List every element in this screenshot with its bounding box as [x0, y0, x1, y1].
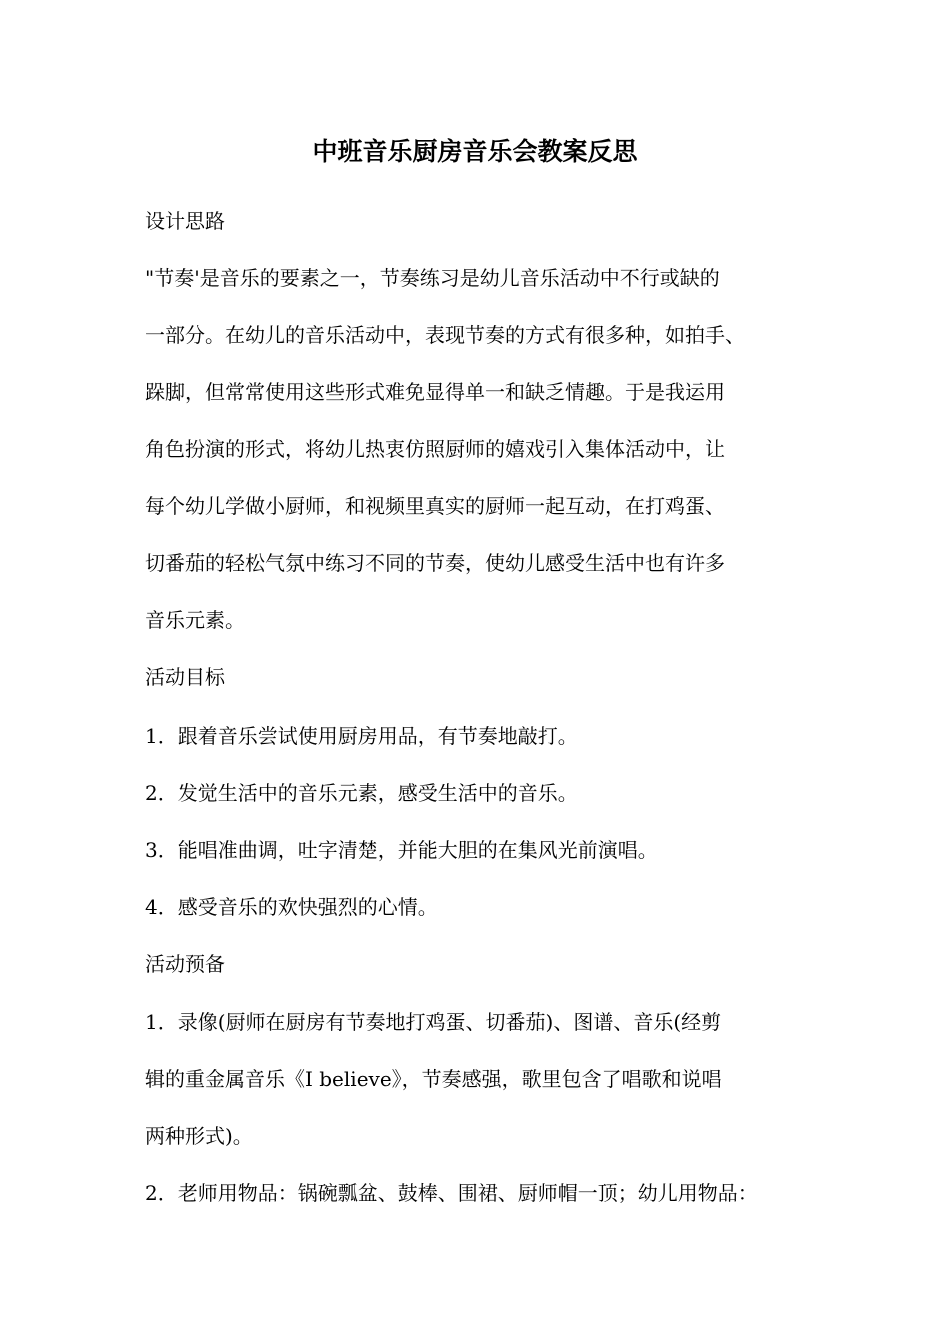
document-title: 中班音乐厨房音乐会教案反思 [312, 137, 638, 166]
paragraph-line: 音乐元素。 [145, 608, 245, 632]
paragraph-line: 辑的重金属音乐《I believe》，节奏感强，歌里包含了唱歌和说唱 [145, 1067, 722, 1091]
paragraph-line: 切番茄的轻松气氛中练习不同的节奏，使幼儿感受生活中也有许多 [145, 551, 725, 575]
paragraph-line: 跺脚，但常常使用这些形式难免显得单一和缺乏情趣。于是我运用 [145, 380, 725, 404]
section-heading-preparation: 活动预备 [145, 952, 225, 976]
list-item-prep-1: 1．录像(厨师在厨房有节奏地打鸡蛋、切番茄)、图谱、音乐(经剪 [145, 1010, 722, 1034]
section-heading-goals: 活动目标 [145, 665, 225, 689]
paragraph-line: 角色扮演的形式，将幼儿热衷仿照厨师的嬉戏引入集体活动中，让 [145, 437, 725, 461]
list-item-goal-2: 2．发觉生活中的音乐元素，感受生活中的音乐。 [145, 781, 578, 805]
list-item-goal-1: 1．跟着音乐尝试使用厨房用品，有节奏地敲打。 [145, 724, 578, 748]
paragraph-line: "节奏'是音乐的要素之一，节奏练习是幼儿音乐活动中不行或缺的 [145, 266, 720, 290]
list-item-prep-2: 2．老师用物品：锅碗瓢盆、鼓棒、围裙、厨师帽一顶；幼儿用物品： [145, 1181, 758, 1205]
paragraph-line: 两种形式)。 [145, 1124, 253, 1148]
list-item-goal-3: 3．能唱准曲调，吐字清楚，并能大胆的在集风光前演唱。 [145, 838, 658, 862]
list-item-goal-4: 4．感受音乐的欢快强烈的心情。 [145, 895, 438, 919]
paragraph-line: 每个幼儿学做小厨师，和视频里真实的厨师一起互动，在打鸡蛋、 [145, 494, 725, 518]
paragraph-line: 一部分。在幼儿的音乐活动中，表现节奏的方式有很多种，如拍手、 [145, 323, 745, 347]
section-heading-design: 设计思路 [145, 209, 225, 233]
